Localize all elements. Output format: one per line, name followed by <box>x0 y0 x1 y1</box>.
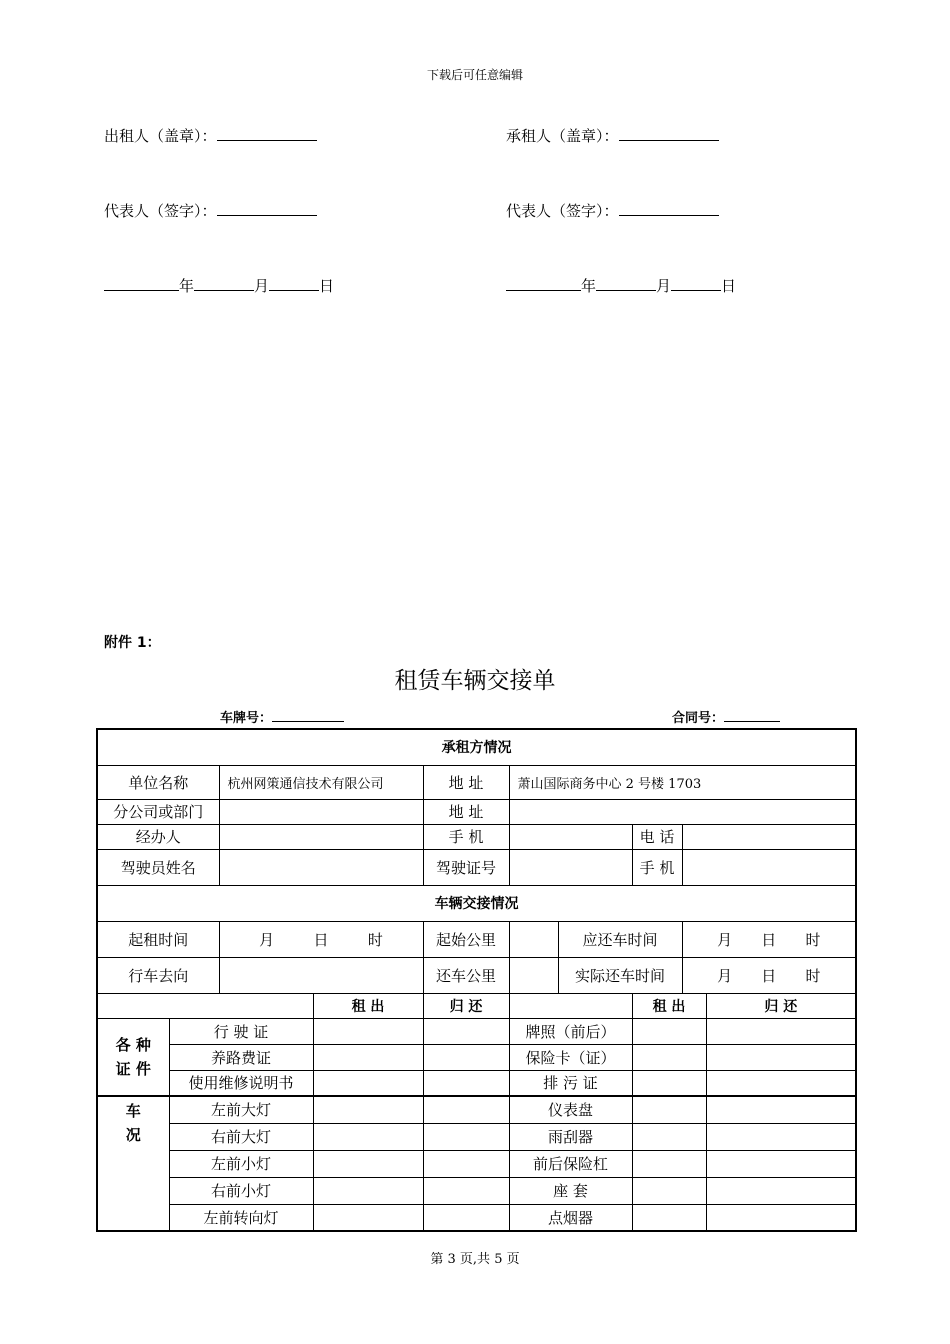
check-return[interactable] <box>706 1123 856 1150</box>
date-left <box>104 275 334 296</box>
check-rent-out[interactable] <box>313 1044 423 1070</box>
header-note: 下载后可任意编辑 <box>426 68 523 82</box>
check-rent-out[interactable] <box>313 1018 423 1044</box>
check-item-right: 保险卡（证） <box>509 1044 632 1070</box>
check-item-left: 右前小灯 <box>169 1177 313 1204</box>
plate-field <box>220 707 344 726</box>
day-label: 日 <box>761 930 777 949</box>
date-right <box>506 275 736 296</box>
section-handover-row <box>97 885 856 921</box>
branch-value[interactable] <box>219 799 423 824</box>
check-return[interactable] <box>423 1204 509 1231</box>
contract-line[interactable] <box>724 709 780 722</box>
day-label: 日 <box>761 966 777 985</box>
month-label: 月 <box>717 930 733 949</box>
return-km-label: 还车公里 <box>423 957 509 993</box>
rent-out-header-left: 租 出 <box>313 993 423 1018</box>
check-rent-out[interactable] <box>313 1177 423 1204</box>
group-docs-label-2: 证 件 <box>115 1059 151 1078</box>
day-line[interactable] <box>671 278 721 291</box>
check-return[interactable] <box>423 1096 509 1123</box>
check-return[interactable] <box>706 1044 856 1070</box>
actual-return-label: 实际还车时间 <box>558 957 682 993</box>
branch-label: 分公司或部门 <box>97 799 219 824</box>
check-rent-out[interactable] <box>313 1150 423 1177</box>
driver-name-label: 驾驶员姓名 <box>97 849 219 885</box>
mobile-label-2: 手 机 <box>632 849 682 885</box>
check-item-right: 牌照（前后） <box>509 1018 632 1044</box>
section-lessee-row <box>97 729 856 765</box>
month-label: 月 <box>656 277 672 295</box>
section-lessee-title: 承租方情况 <box>97 729 856 765</box>
driver-name-value[interactable] <box>219 849 423 885</box>
header-blank-left <box>97 993 313 1018</box>
check-return[interactable] <box>423 1177 509 1204</box>
handover-table <box>96 728 857 1232</box>
check-rent-out[interactable] <box>632 1204 706 1231</box>
check-rent-out[interactable] <box>313 1123 423 1150</box>
start-km-value[interactable] <box>509 921 558 957</box>
check-item-right: 前后保险杠 <box>509 1150 632 1177</box>
month-line[interactable] <box>596 278 656 291</box>
check-rent-out[interactable] <box>632 1070 706 1096</box>
table-row <box>97 957 856 993</box>
check-item-right: 点烟器 <box>509 1204 632 1231</box>
group-cond-label-2: 况 <box>125 1126 141 1144</box>
unit-name-value[interactable]: 杭州网策通信技术有限公司 <box>219 765 423 799</box>
month-label: 月 <box>254 277 270 295</box>
destination-value[interactable] <box>219 957 423 993</box>
rep-sign-left-line[interactable] <box>217 203 317 216</box>
rep-sign-right-label: 代表人（签字）： <box>506 202 619 220</box>
handler-label: 经办人 <box>97 824 219 849</box>
unit-name-label: 单位名称 <box>97 765 219 799</box>
year-label: 年 <box>179 277 195 295</box>
month-label: 月 <box>717 966 733 985</box>
return-header-left: 归 还 <box>423 993 509 1018</box>
lessee-seal-field <box>506 125 719 146</box>
license-no-label: 驾驶证号 <box>423 849 509 885</box>
mobile-value[interactable] <box>509 824 632 849</box>
header-blank-right <box>509 993 632 1018</box>
address-value-2[interactable] <box>509 799 856 824</box>
plate-label: 车牌号： <box>220 711 273 726</box>
check-return[interactable] <box>706 1018 856 1044</box>
check-return[interactable] <box>706 1150 856 1177</box>
day-label: 日 <box>721 277 737 295</box>
check-item-left: 养路费证 <box>169 1044 313 1070</box>
lessee-seal-line[interactable] <box>619 128 719 141</box>
phone-value[interactable] <box>682 824 856 849</box>
check-return[interactable] <box>706 1096 856 1123</box>
table-row <box>97 824 856 849</box>
lessee-seal-label: 承租人（盖章）： <box>506 127 619 145</box>
address-label: 地 址 <box>423 765 509 799</box>
table-row <box>97 1070 856 1096</box>
check-return[interactable] <box>423 1018 509 1044</box>
address-label-2: 地 址 <box>423 799 509 824</box>
table-row <box>97 765 856 799</box>
check-rent-out[interactable] <box>632 1044 706 1070</box>
check-rent-out[interactable] <box>632 1177 706 1204</box>
checklist-header-row <box>97 993 856 1018</box>
hour-label: 时 <box>805 966 821 985</box>
day-label: 日 <box>313 930 329 949</box>
check-rent-out[interactable] <box>313 1070 423 1096</box>
check-return[interactable] <box>423 1070 509 1096</box>
check-item-left: 左前转向灯 <box>169 1204 313 1231</box>
check-rent-out[interactable] <box>632 1150 706 1177</box>
group-cond-label <box>97 1096 169 1231</box>
table-row <box>97 1096 856 1123</box>
check-rent-out[interactable] <box>632 1018 706 1044</box>
group-cond-label-1: 车 <box>125 1102 141 1120</box>
table-row <box>97 1177 856 1204</box>
start-time-value[interactable] <box>219 921 423 957</box>
year-line[interactable] <box>104 278 179 291</box>
due-return-value[interactable] <box>682 921 856 957</box>
table-row <box>97 849 856 885</box>
contract-label: 合同号： <box>672 711 725 726</box>
table-row <box>97 799 856 824</box>
handler-value[interactable] <box>219 824 423 849</box>
month-line[interactable] <box>194 278 254 291</box>
check-item-left: 右前大灯 <box>169 1123 313 1150</box>
check-item-left: 左前小灯 <box>169 1150 313 1177</box>
day-line[interactable] <box>269 278 319 291</box>
check-return[interactable] <box>423 1044 509 1070</box>
table-row <box>97 1204 856 1231</box>
check-return[interactable] <box>706 1177 856 1204</box>
table-row <box>97 1150 856 1177</box>
return-header-right: 归 还 <box>706 993 856 1018</box>
group-docs-label-1: 各 种 <box>115 1035 151 1054</box>
section-handover-title: 车辆交接情况 <box>97 885 856 921</box>
destination-label: 行车去向 <box>97 957 219 993</box>
hour-label: 时 <box>367 930 383 949</box>
check-item-left: 使用维修说明书 <box>169 1070 313 1096</box>
hour-label: 时 <box>805 930 821 949</box>
check-item-right: 排 污 证 <box>509 1070 632 1096</box>
rep-sign-right-line[interactable] <box>619 203 719 216</box>
address-value[interactable]: 萧山国际商务中心 2 号楼 1703 <box>509 765 856 799</box>
check-item-right: 座 套 <box>509 1177 632 1204</box>
check-item-left: 行 驶 证 <box>169 1018 313 1044</box>
table-row <box>97 1044 856 1070</box>
check-rent-out[interactable] <box>313 1096 423 1123</box>
check-rent-out[interactable] <box>313 1204 423 1231</box>
lessor-seal-field <box>104 125 317 146</box>
check-item-right: 雨刮器 <box>509 1123 632 1150</box>
lessor-seal-label: 出租人（盖章）： <box>104 127 217 145</box>
start-km-label: 起始公里 <box>423 921 509 957</box>
phone-label: 电 话 <box>632 824 682 849</box>
actual-return-value[interactable] <box>682 957 856 993</box>
check-return[interactable] <box>423 1150 509 1177</box>
return-km-value[interactable] <box>509 957 558 993</box>
plate-line[interactable] <box>272 709 344 722</box>
table-row <box>97 1123 856 1150</box>
check-rent-out[interactable] <box>632 1123 706 1150</box>
contract-field <box>672 707 780 726</box>
lessor-seal-line[interactable] <box>217 128 317 141</box>
rep-sign-left-label: 代表人（签字）： <box>104 202 217 220</box>
table-row <box>97 921 856 957</box>
group-docs-label <box>97 1018 169 1096</box>
mobile-value-2[interactable] <box>682 849 856 885</box>
table-row <box>97 1018 856 1044</box>
page-footer: 第 3 页,共 5 页 <box>430 1252 520 1267</box>
doc-title: 租赁车辆交接单 <box>394 668 556 694</box>
mobile-label: 手 机 <box>423 824 509 849</box>
check-return[interactable] <box>706 1204 856 1231</box>
start-time-label: 起租时间 <box>97 921 219 957</box>
license-no-value[interactable] <box>509 849 632 885</box>
day-label: 日 <box>319 277 335 295</box>
rep-sign-left-field <box>104 200 317 221</box>
check-return[interactable] <box>423 1123 509 1150</box>
rep-sign-right-field <box>506 200 719 221</box>
due-return-label: 应还车时间 <box>558 921 682 957</box>
attachment-label: 附件 1： <box>104 635 161 651</box>
check-item-right: 仪表盘 <box>509 1096 632 1123</box>
check-rent-out[interactable] <box>632 1096 706 1123</box>
year-line[interactable] <box>506 278 581 291</box>
check-return[interactable] <box>706 1070 856 1096</box>
rent-out-header-right: 租 出 <box>632 993 706 1018</box>
year-label: 年 <box>581 277 597 295</box>
check-item-left: 左前大灯 <box>169 1096 313 1123</box>
month-label: 月 <box>259 930 275 949</box>
